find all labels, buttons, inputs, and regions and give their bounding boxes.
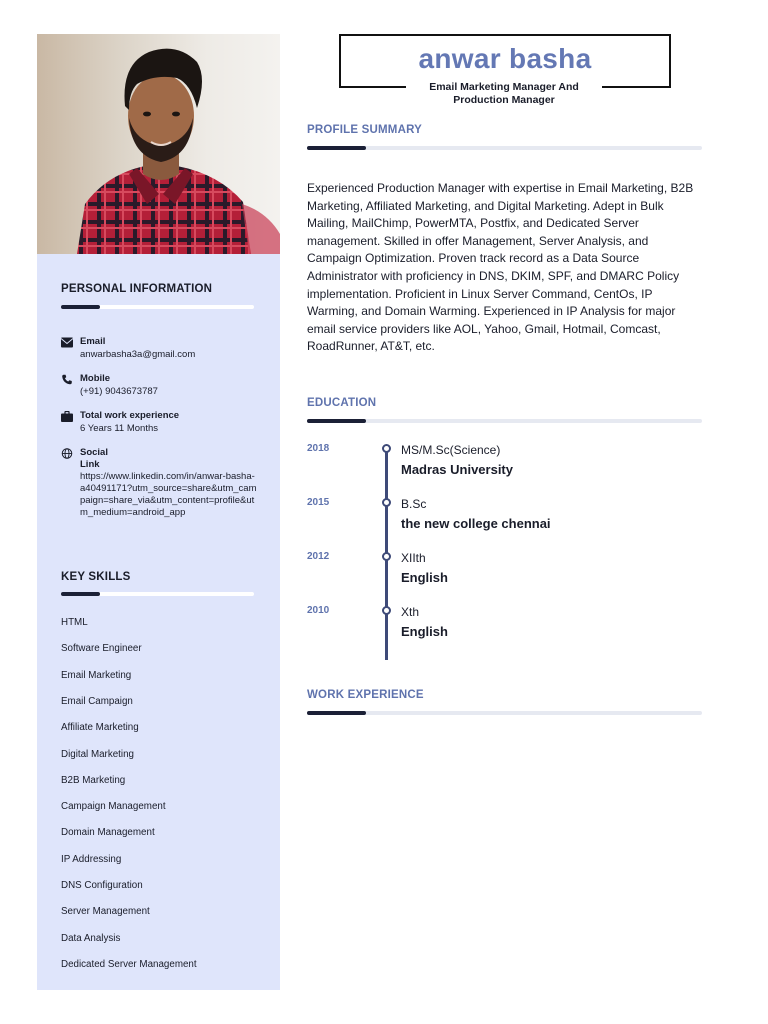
profile-photo [37,34,280,254]
skill-item: IP Addressing [61,853,122,865]
job-title: Email Marketing Manager And Production Manager [406,81,602,107]
info-experience [61,410,261,436]
name-box [339,34,671,88]
education-school: Madras University [401,462,513,477]
profile-summary-heading: PROFILE SUMMARY [307,124,423,136]
education-divider [307,419,702,423]
experience-label: Total work experience [80,410,180,421]
education-year: 2015 [307,497,330,508]
education-year: 2010 [307,605,330,616]
education-year: 2012 [307,551,330,562]
info-social [61,447,261,527]
skill-item: Digital Marketing [61,748,134,760]
skill-item: Data Analysis [61,932,121,944]
education-school: English [401,624,448,639]
skill-item: Affiliate Marketing [61,722,139,734]
email-label: Email [80,336,106,347]
info-email [61,336,261,362]
skill-item: Server Management [61,906,150,918]
education-degree: XIIth [401,551,426,565]
info-mobile [61,373,261,399]
social-label-line2: Link [80,459,100,470]
briefcase-icon [61,411,73,421]
skill-item: B2B Marketing [61,774,126,786]
timeline-dot-icon [382,606,391,615]
timeline-dot-icon [382,444,391,453]
social-link[interactable]: https://www.linkedin.com/in/anwar-basha-a40491171?utm_source=share&utm_campaign=share_via&utm_content=profile&utm_medium=android_app [80,471,257,518]
email-value[interactable]: anwarbasha3a@gmail.com [80,349,196,360]
social-label: Social [80,447,108,458]
skill-item: DNS Configuration [61,880,143,891]
mobile-value[interactable]: (+91) 9043673787 [80,386,158,397]
education-school: the new college chennai [401,516,551,531]
education-degree: Xth [401,605,420,619]
mobile-label: Mobile [80,373,111,384]
skill-item: Domain Management [61,827,155,839]
education-degree: MS/M.Sc(Science) [401,443,501,457]
envelope-icon [61,337,73,347]
personal-info-heading: PERSONAL INFORMATION [61,283,213,295]
education-year: 2018 [307,443,330,454]
timeline-dot-icon [382,498,391,507]
skill-item: HTML [61,617,88,628]
candidate-name: anwar basha [418,43,592,74]
phone-icon [61,374,73,384]
key-skills-divider [61,592,254,596]
education-heading: EDUCATION [307,397,377,409]
skill-item: Email Campaign [61,695,133,707]
experience-value: 6 Years 11 Months [80,423,158,434]
education-school: English [401,570,448,585]
globe-icon [61,448,73,458]
personal-info-divider [61,305,254,309]
profile-summary-text: Experienced Production Manager with expertise in Email Marketing, B2B Marketing, Affiliated Marketing, and Digital Marketing. Adept in Bulk Mailing, MailChimp, PowerMTA, Postfix, and Dedicated Server management. Skilled in offer Management, Server Analysis, and Campaign Optimization. Proven track record as a Data Source Administrator with proficiency in DNS, DKIM, SPF, and DMARC Policy implementation. Proficient in Linux Server Command, CentOs, IP Warming, and Domain Warming. Experienced in IP Analysis for major email service providers like AOL, Yahoo, Gmail, Hotmail, Comcast, RoadRunner, AT&T, etc. [307,181,694,354]
work-experience-divider [307,711,702,715]
work-experience-heading: WORK EXPERIENCE [307,689,424,701]
sidebar [37,34,280,990]
skill-item: Campaign Management [61,801,166,813]
skill-item: Software Engineer [61,643,142,655]
key-skills-heading: KEY SKILLS [61,571,131,583]
profile-summary-divider [307,146,702,150]
education-degree: B.Sc [401,497,427,511]
skill-item: Email Marketing [61,669,132,681]
skill-item: Dedicated Server Management [61,958,197,970]
timeline-dot-icon [382,552,391,561]
